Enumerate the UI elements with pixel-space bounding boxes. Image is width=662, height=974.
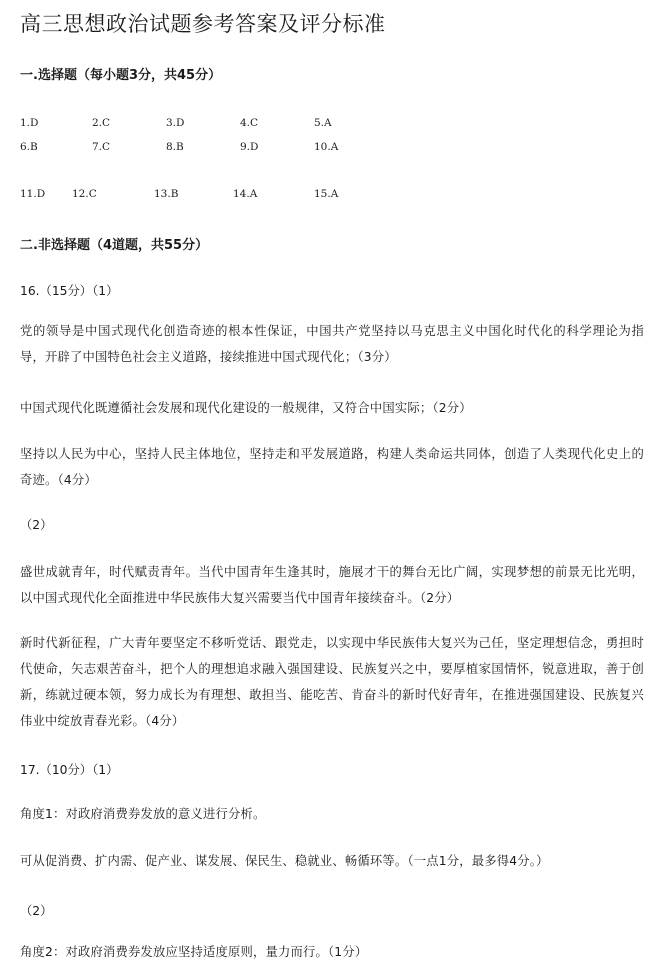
answer-item: 6.B	[20, 141, 38, 153]
answer-item: 12.C	[72, 188, 97, 200]
answer-row	[0, 117, 662, 135]
answer-item: 14.A	[233, 188, 258, 200]
answer-paragraph: 盛世成就青年，时代赋责青年。当代中国青年生逢其时，施展才干的舞台无比广阔，实现梦想的前景无比光明，以中国式现代化全面推进中华民族伟大复兴需要当代中国青年接续奋斗。（2分）	[20, 565, 644, 605]
answer-item: 10.A	[314, 141, 339, 153]
answer-item: 4.C	[240, 117, 259, 129]
answer-paragraph: 党的领导是中国式现代化创造奇迹的根本性保证，中国共产党坚持以马克思主义中国化时代化的科学理论为指导，开辟了中国特色社会主义道路，接续推进中国式现代化；（3分）	[20, 324, 644, 364]
answer-paragraph: 角度2：对政府消费券发放应坚持适度原则，量力而行。（1分）	[20, 945, 368, 959]
answer-item: 3.D	[166, 117, 185, 129]
subquestion-label: （2）	[20, 904, 53, 918]
answer-row	[0, 188, 662, 206]
answer-paragraph: 可从促消费、扩内需、促产业、谋发展、保民生、稳就业、畅循环等。（一点1分，最多得4分。）	[20, 854, 549, 868]
answer-item: 7.C	[92, 141, 111, 153]
page-title: 高三思想政治试题参考答案及评分标准	[20, 12, 386, 36]
subquestion-label: （2）	[20, 518, 53, 532]
section-subjective-heading: 二.非选择题（4道题，共55分）	[20, 238, 209, 253]
answer-item: 13.B	[154, 188, 179, 200]
answer-paragraph: 角度1：对政府消费券发放的意义进行分析。	[20, 807, 266, 821]
answer-item: 2.C	[92, 117, 111, 129]
answer-row	[0, 141, 662, 159]
question-17-heading: 17.（10分）（1）	[20, 763, 119, 777]
answer-item: 9.D	[240, 141, 259, 153]
answer-paragraph: 新时代新征程，广大青年要坚定不移听党话、跟党走，以实现中华民族伟大复兴为己任，坚定理想信念，勇担时代使命，矢志艰苦奋斗，把个人的理想追求融入强国建设、民族复兴之中，要厚植家国情怀，锐意进取，善于创新，练就过硬本领，努力成长为有理想、敢担当、能吃苦、肯奋斗的新时代好青年，在推进强国建设、民族复兴伟业中绽放青春光彩。（4分）	[20, 636, 644, 728]
answer-item: 5.A	[314, 117, 332, 129]
answer-item: 11.D	[20, 188, 46, 200]
answer-item: 15.A	[314, 188, 339, 200]
section-multiple-choice-heading: 一.选择题（每小题3分，共45分）	[20, 68, 222, 83]
answer-item: 8.B	[166, 141, 184, 153]
answer-item: 1.D	[20, 117, 39, 129]
answer-paragraph: 中国式现代化既遵循社会发展和现代化建设的一般规律，又符合中国实际；（2分）	[20, 401, 472, 415]
answer-paragraph: 坚持以人民为中心，坚持人民主体地位，坚持走和平发展道路，构建人类命运共同体，创造了人类现代化史上的奇迹。（4分）	[20, 447, 644, 487]
question-16-heading: 16.（15分）（1）	[20, 284, 119, 298]
